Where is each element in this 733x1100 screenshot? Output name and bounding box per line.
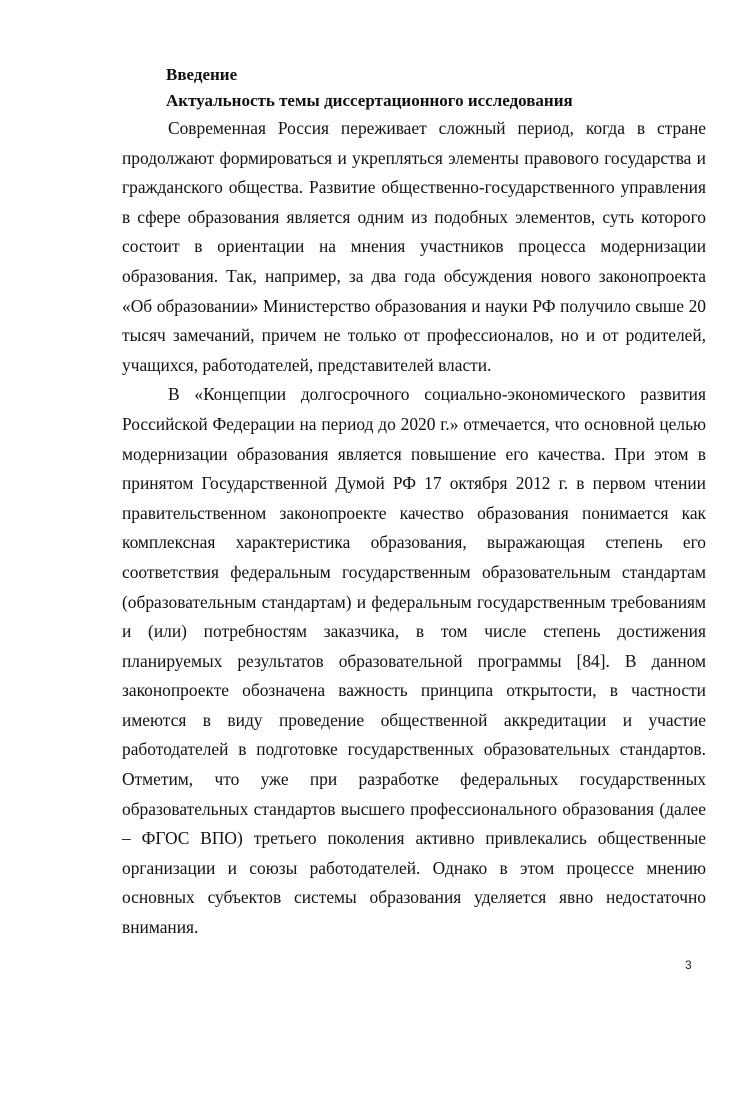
paragraph-2: В «Концепции долгосрочного социально-экономического развития Российской Федерации на период до 2020 г.» отмечается, что основной целью модернизации образования является повышение его качества. При этом в принятом Государственной Думой РФ 17 октября 2012 г. в первом чтении правительственном законопроекте качество образования понимается как комплексная характеристика образования, выражающая степень его соответствия федеральным государственным образовательным стандартам (образовательным стандартам) и федеральным государственным требованиям и (или) потребностям заказчика, в том числе степень достижения планируемых результатов образовательной программы [84]. В данном законопроекте обозначена важность принципа открытости, в частности имеются в виду проведение общественной аккредитации и участие работодателей в подготовке государственных образовательных стандартов. Отметим, что уже при разработке федеральных государственных образовательных стандартов высшего профессионального образования (далее – ФГОС ВПО) третьего поколения активно привлекались общественные организации и союзы работодателей. Однако в этом процессе мнению основных субъектов системы образования уделяется явно недостаточно внимания. (122, 384, 706, 938)
page-content (122, 62, 706, 943)
page-number: 3 (685, 958, 692, 972)
section-subtitle: Актуальность темы диссертационного исследования (166, 91, 573, 110)
section-title: Введение (166, 65, 238, 84)
paragraph-1: Современная Россия переживает сложный период, когда в стране продолжают формироваться и укрепляться элементы правового государства и гражданского общества. Развитие общественно-государственного управления в сфере образования является одним из подобных элементов, суть которого состоит в ориентации на мнения участников процесса модернизации образования. Так, например, за два года обсуждения нового законопроекта «Об образовании» Министерство образования и науки РФ получило свыше 20 тысяч замечаний, причем не только от профессионалов, но и от родителей, учащихся, работодателей, представителей власти. (122, 118, 706, 375)
